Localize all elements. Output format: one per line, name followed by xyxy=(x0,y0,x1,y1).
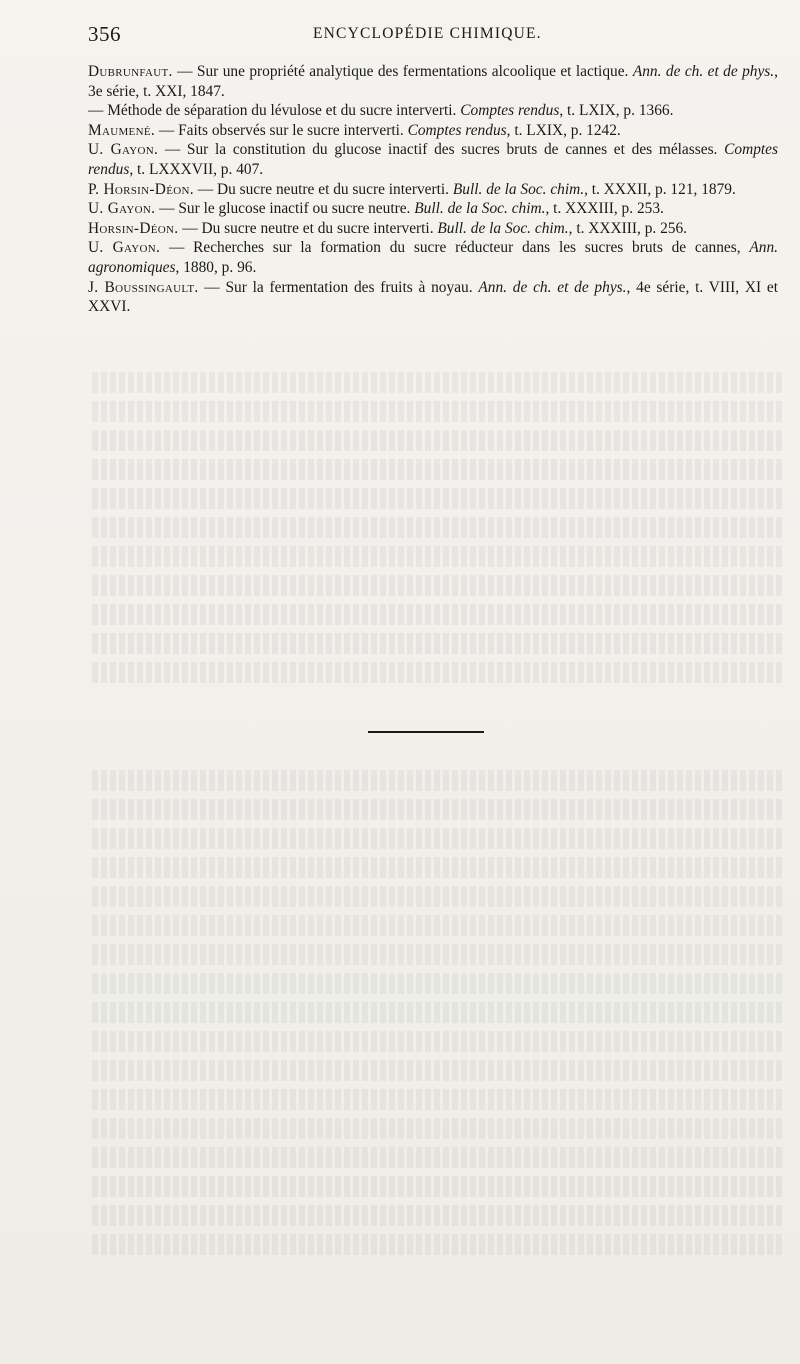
reference-author: J. Boussingault. xyxy=(88,278,199,296)
reference-author: U. Gayon. xyxy=(88,141,159,159)
reference-text: — Sur une propriété analytique des fermentations alcoolique et lactique. xyxy=(172,63,633,80)
section-end-rule xyxy=(368,731,484,733)
reference-tail: , t. LXXXVII, p. 407. xyxy=(129,160,264,178)
reference-entry xyxy=(88,62,778,101)
reference-text: — Sur la fermentation des fruits à noyau. xyxy=(198,278,479,296)
reference-journal: Ann. de ch. et de phys. xyxy=(632,63,775,80)
reference-author: Horsin-Déon. xyxy=(88,219,179,237)
show-through-texture-upper xyxy=(92,372,782,712)
show-through-texture-lower xyxy=(92,770,782,1290)
page-number: 356 xyxy=(88,22,121,46)
reference-entry xyxy=(88,238,778,277)
bibliography-list xyxy=(88,62,778,317)
reference-journal: Comptes rendus xyxy=(407,121,507,139)
reference-entry xyxy=(88,219,778,239)
reference-entry xyxy=(88,101,778,121)
reference-tail: , t. LXIX, p. 1242. xyxy=(506,121,621,139)
reference-text: — Sur la constitution du glucose inactif des sucres bruts de cannes et des mélasses. xyxy=(158,141,725,159)
reference-author: U. Gayon. xyxy=(88,239,161,257)
reference-tail: , t. XXXIII, p. 253. xyxy=(545,200,664,218)
reference-tail: , t. LXIX, p. 1366. xyxy=(559,102,674,120)
running-title: ENCYCLOPÉDIE CHIMIQUE. xyxy=(313,25,542,42)
page-header xyxy=(88,22,778,48)
reference-text: — Recherches sur la formation du sucre réducteur dans les sucres bruts de cannes, xyxy=(160,239,750,257)
reference-journal: Ann. de ch. et de phys. xyxy=(478,278,627,296)
reference-journal: Comptes rendus xyxy=(88,141,778,178)
reference-text: — Méthode de séparation du lévulose et du sucre interverti. xyxy=(88,102,461,120)
reference-text: — Du sucre neutre et du sucre interverti. xyxy=(178,219,438,237)
reference-tail: , 4e série, t. VIII, XI et XXVI. xyxy=(88,278,778,316)
reference-tail: , 1880, p. 96. xyxy=(175,258,257,276)
reference-text: — Du sucre neutre et du sucre interverti. xyxy=(193,180,453,198)
reference-journal: Bull. de la Soc. chim. xyxy=(452,180,585,198)
reference-journal: Bull. de la Soc. chim. xyxy=(414,200,546,218)
reference-entry xyxy=(88,180,778,200)
reference-tail: , 3e série, t. XXI, 1847. xyxy=(88,63,778,100)
reference-text: — Faits observés sur le sucre interverti. xyxy=(154,121,408,139)
reference-journal: Bull. de la Soc. chim. xyxy=(437,219,569,237)
reference-author: P. Horsin-Déon. xyxy=(88,180,194,198)
reference-entry xyxy=(88,199,778,219)
reference-text: — Sur le glucose inactif ou sucre neutre. xyxy=(155,200,415,218)
reference-journal: Ann. agronomiques xyxy=(88,239,779,276)
reference-entry xyxy=(88,278,778,317)
reference-entry xyxy=(88,121,778,141)
reference-author: Dubrunfaut. xyxy=(88,63,173,80)
reference-author: U. Gayon. xyxy=(88,200,156,218)
reference-entry xyxy=(88,140,778,179)
reference-author: Maumené. xyxy=(88,121,155,139)
reference-tail: , t. XXXIII, p. 256. xyxy=(568,219,688,237)
reference-tail: , t. XXXII, p. 121, 1879. xyxy=(584,180,736,198)
reference-journal: Comptes rendus xyxy=(460,102,560,120)
